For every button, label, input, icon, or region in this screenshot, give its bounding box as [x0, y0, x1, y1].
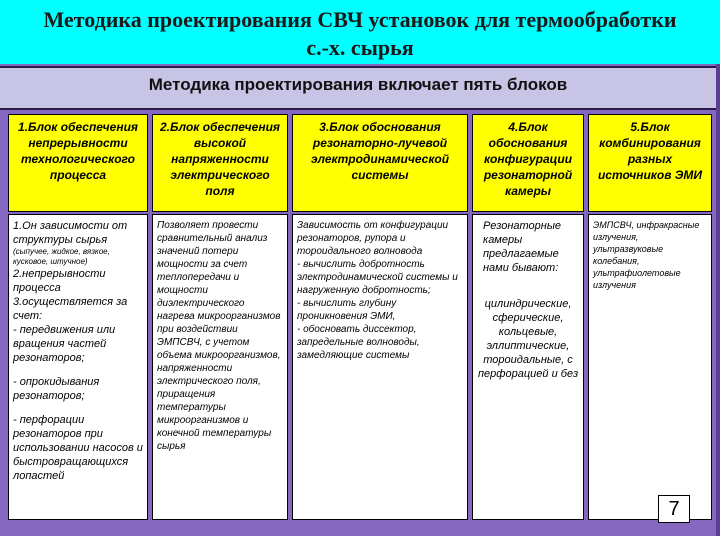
block-4-heading: 4.Блок обоснования конфигурации резонаторной камеры	[472, 114, 584, 212]
subtitle: Методика проектирования включает пять блоков	[0, 66, 716, 110]
block-3-body	[292, 214, 468, 520]
block-5-text: ЭМПСВЧ, инфракрасные излучения, ультразвуковые колебания, ультрафиолетовые излучения	[593, 220, 700, 290]
block-2-heading: 2.Блок обеспечения высокой напряженности электрического поля	[152, 114, 288, 212]
block-3-line: - вычислить добротность электродинамической системы и нагруженную добротность;	[297, 259, 458, 296]
block-1-line: - перфорации резонаторов при использовании насосов и быстровращающихся лопастей	[13, 414, 143, 482]
block-1-line: 2.непрерывности процесса	[13, 268, 106, 294]
block-5-body	[588, 214, 712, 520]
block-4-list: цилиндрические, сферические, кольцевые, эллиптические, тороидальные, с перфорацией и без	[477, 298, 579, 380]
block-1-line: 1.Он зависимости от структуры сырья	[13, 220, 128, 246]
block-1-body	[8, 214, 148, 520]
block-3-line: - вычислить глубину проникновения ЭМИ,	[297, 298, 397, 322]
block-3-line: Зависимость от конфигурации резонаторов, рупора и тороидального волновода	[297, 220, 449, 257]
block-2-text: Позволяет провести сравнительный анализ значений потери мощности за счет теплопередачи и мощности диэлектрического нагрева микроорганизмов при воздействии ЭМПСВЧ, с учетом объема микроорганизмов, напряженности электрического поля, приращения температуры микроорганизмов и конечной температуры сырья	[157, 220, 281, 452]
block-1-line: (сыпучее, жидкое, вязкое, кусковое, штучное)	[13, 247, 110, 266]
block-1-line: 3.осуществляется за счет:	[13, 296, 128, 322]
slide-title: Методика проектирования СВЧ установок для термообработки с.-х. сырья	[43, 7, 677, 60]
block-5-heading: 5.Блок комбинирования разных источников ЭМИ	[588, 114, 712, 212]
block-3-heading: 3.Блок обоснования резонаторно-лучевой электродинамической системы	[292, 114, 468, 212]
block-1-line: - опрокидывания резонаторов;	[13, 376, 100, 402]
block-2-body	[152, 214, 288, 520]
page-number: 7	[658, 495, 690, 523]
block-1-line: - передвижения или вращения частей резонаторов;	[13, 324, 116, 364]
block-4-intro: Резонаторные камеры предлагаемые нами бывают:	[483, 220, 562, 274]
block-1-heading: 1.Блок обеспечения непрерывности технологического процесса	[8, 114, 148, 212]
block-3-line: - обосновать диссектор, запредельные волноводы, замедляющие системы	[297, 324, 420, 361]
block-4-body	[472, 214, 584, 520]
